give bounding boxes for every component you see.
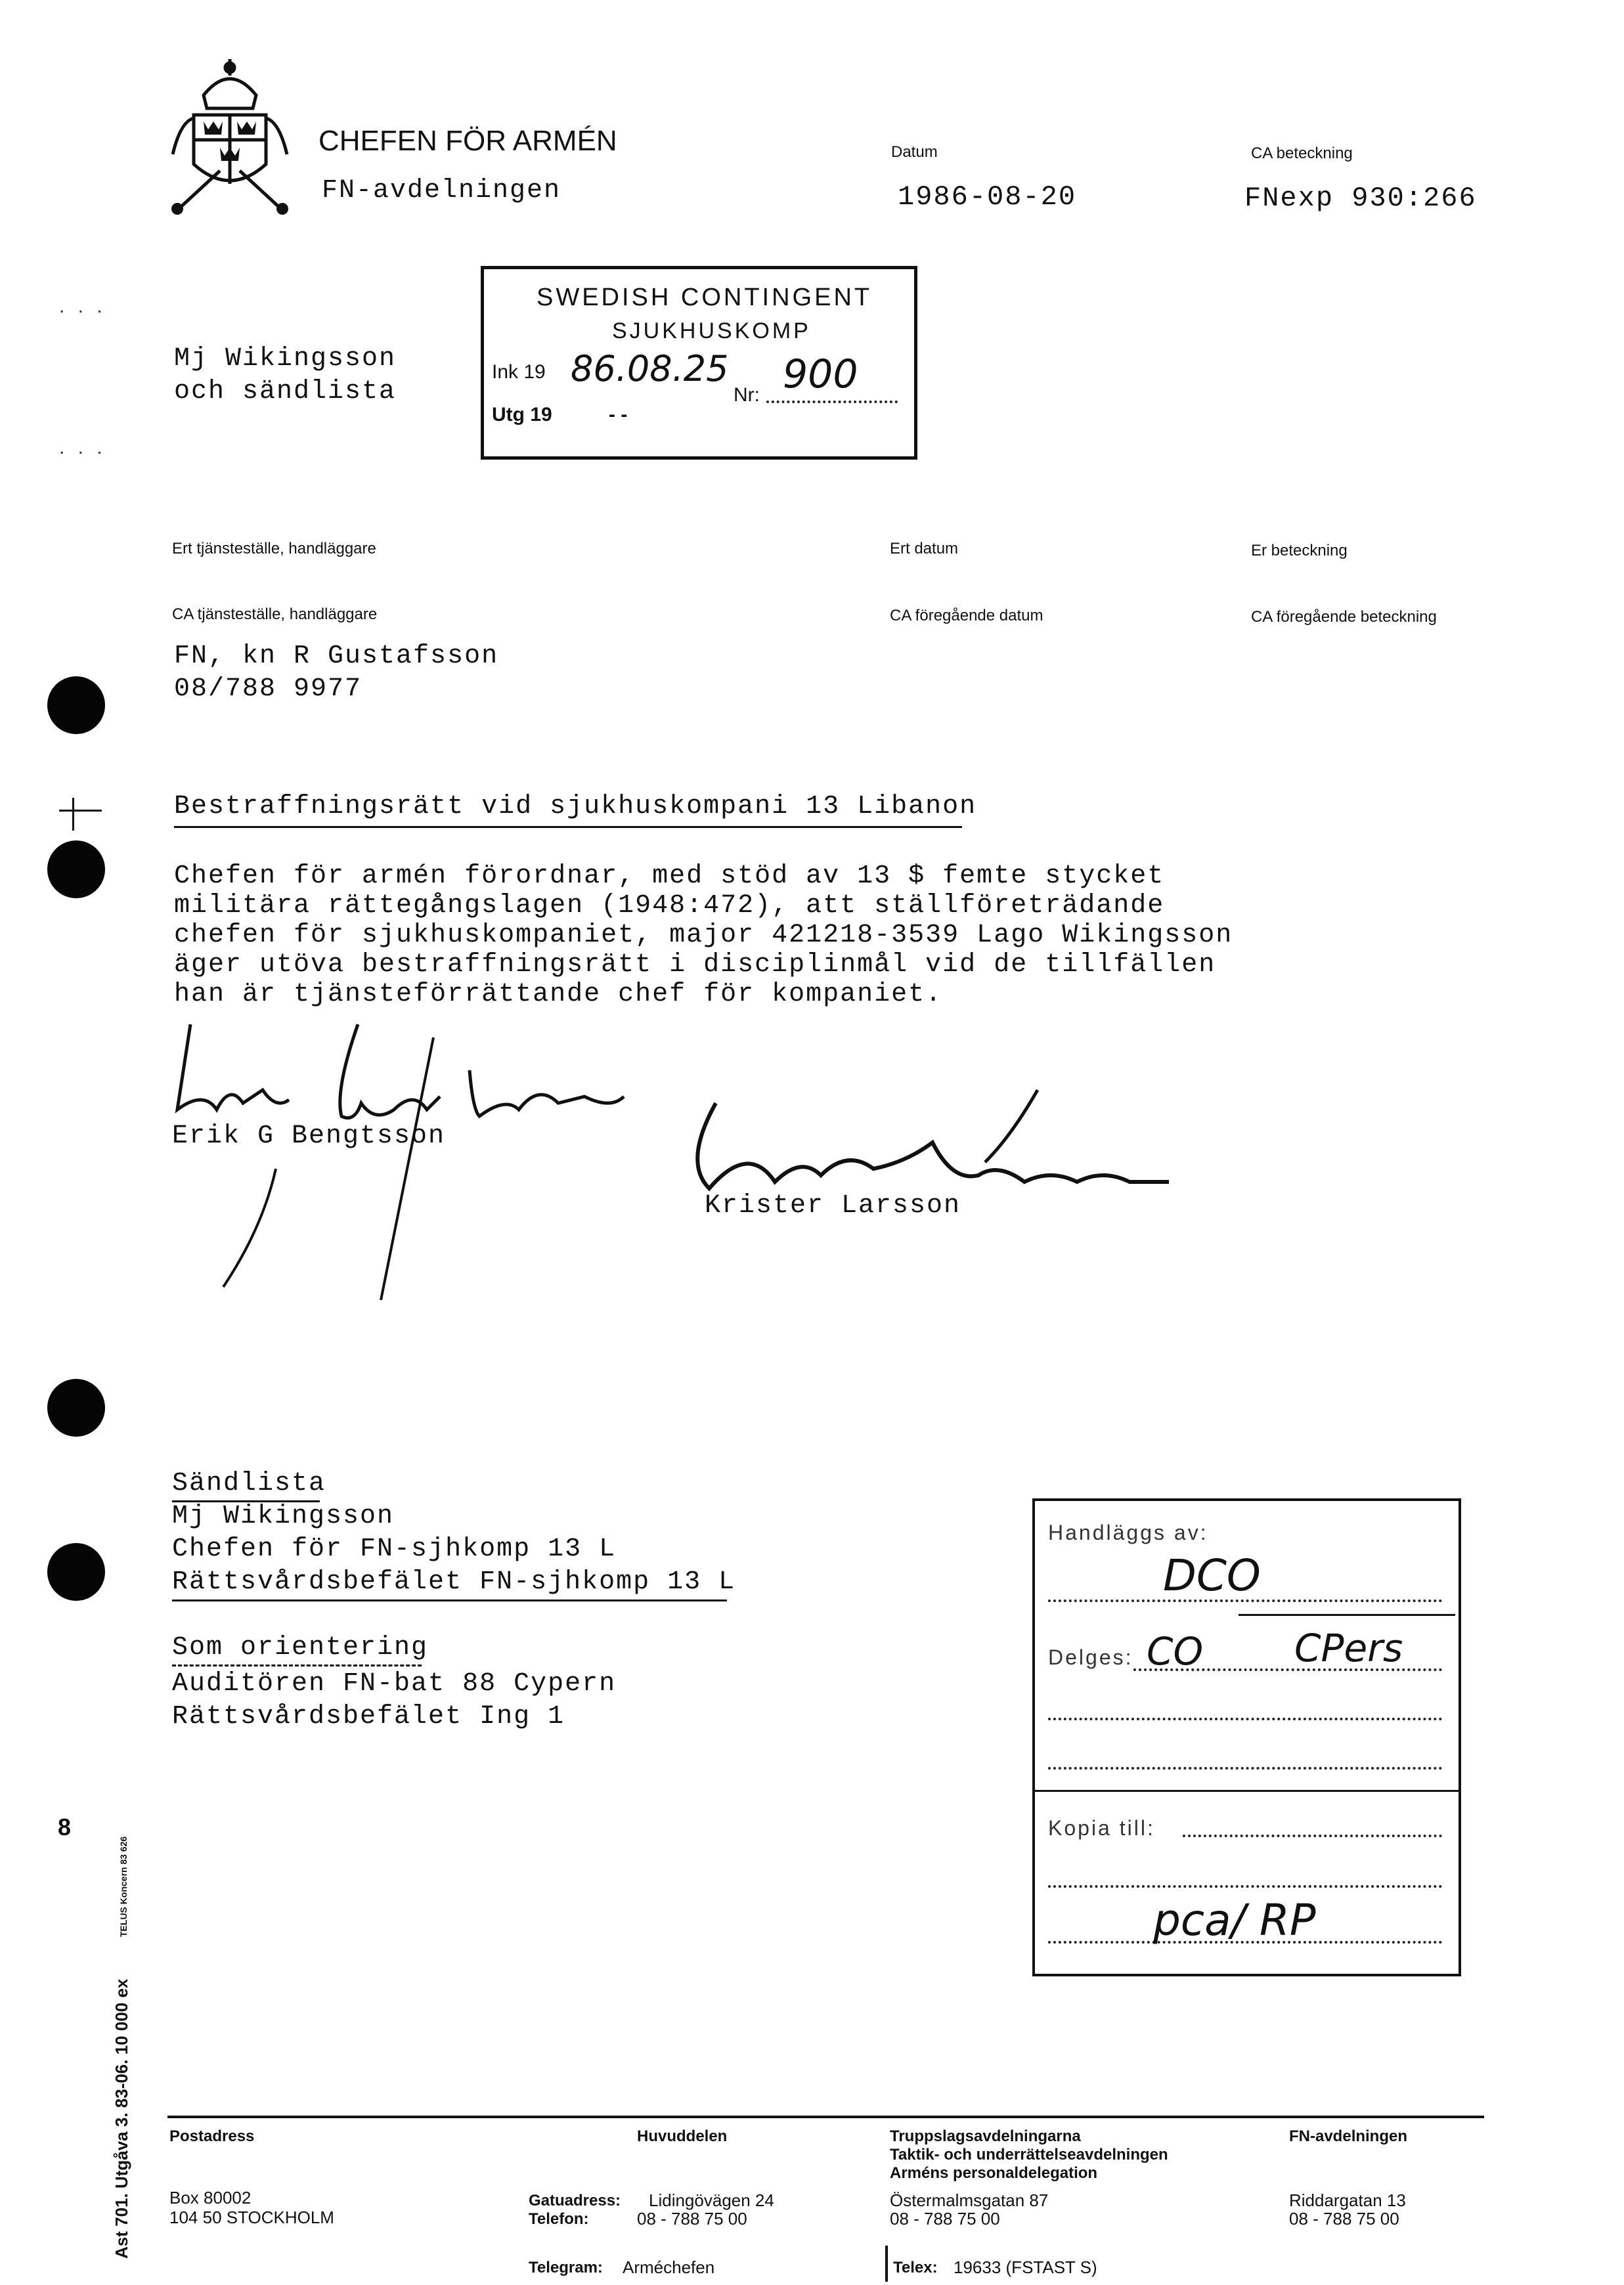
margin-dots-bottom: . . .	[59, 437, 106, 458]
distribution-list-underline	[172, 1600, 727, 1601]
handler-name: FN, kn R Gustafsson	[174, 642, 499, 671]
your-office-label: Ert tjänsteställe, handläggare	[172, 540, 376, 557]
recipient-line-2: och sändlista	[174, 377, 397, 406]
distribution-item-2: Chefen för FN-sjhkomp 13 L	[172, 1534, 617, 1564]
distribution-item-1: Mj Wikingsson	[172, 1502, 395, 1531]
printer-code: TELUS Koncern 83 626	[118, 1836, 129, 1937]
stamp-ink-label: Ink 19	[492, 361, 546, 383]
subject-underline	[174, 826, 962, 828]
distribution-heading: Sändlista	[172, 1469, 326, 1498]
handled-by-label: Handläggs av:	[1048, 1521, 1208, 1544]
troop-phone: 08 - 788 75 00	[890, 2209, 1000, 2229]
postal-label: Postadress	[169, 2127, 255, 2145]
punch-hole-2	[47, 840, 105, 898]
stamp-nr-label: Nr:	[734, 384, 760, 406]
postal-box: Box 80002	[169, 2188, 252, 2208]
your-reference-label: Er beteckning	[1251, 542, 1348, 559]
body-line-2: militära rättegångslagen (1948:472), att ställföreträdande	[174, 891, 1165, 921]
stamp-utg-value: - -	[609, 404, 628, 425]
info-item-1: Auditören FN-bat 88 Cypern	[172, 1669, 617, 1699]
ca-previous-reference-label: CA föregående beteckning	[1251, 608, 1437, 626]
stamp-nr-line	[766, 401, 898, 403]
troop-street: Östermalmsgatan 87	[890, 2190, 1049, 2210]
signature-erik-bengtsson	[164, 1011, 676, 1300]
telex-mark	[885, 2246, 888, 2282]
tactics-division-label: Taktik- och underrättelseavdelningen	[890, 2146, 1168, 2164]
troop-divisions-label: Truppslagsavdelningarna	[890, 2127, 1081, 2145]
info-item-2: Rättsvårdsbefälet Ing 1	[172, 1702, 565, 1731]
street-label: Gatuadress:	[529, 2192, 621, 2209]
delges-value-2: CPers	[1294, 1626, 1403, 1670]
stamp-utg-label: Utg 19	[492, 404, 552, 425]
receipt-stamp	[481, 266, 917, 460]
body-line-5: han är tjänsteförrättande chef för kompaniet.	[174, 980, 943, 1009]
delges-line-2	[1048, 1718, 1442, 1720]
stamp-unit-text: SJUKHUSKOMP	[612, 318, 811, 343]
info-heading: Som orientering	[172, 1633, 429, 1663]
recipient-line-1: Mj Wikingsson	[174, 344, 397, 374]
organization-name: CHEFEN FÖR ARMÉN	[318, 125, 617, 157]
ca-previous-date-label: CA föregående datum	[890, 607, 1043, 624]
telex-value: 19633 (FSTAST S)	[954, 2257, 1097, 2277]
kopia-label: Kopia till:	[1048, 1816, 1155, 1840]
signer-2-name: Krister Larsson	[705, 1191, 961, 1221]
date-label: Datum	[891, 143, 938, 161]
reference-number: FNexp 930:266	[1244, 183, 1477, 214]
phone-label: Telefon:	[529, 2210, 589, 2228]
kopia-line-2	[1048, 1885, 1442, 1888]
stamp-nr-value: 900	[783, 351, 858, 397]
delges-value-1: CO	[1147, 1629, 1204, 1674]
telex-label: Telex:	[893, 2259, 938, 2276]
footer-rule	[167, 2116, 1484, 2118]
initials: pca/ RP	[1153, 1895, 1316, 1946]
delges-rule	[1035, 1790, 1459, 1792]
fn-street: Riddargatan 13	[1289, 2190, 1406, 2210]
body-line-1: Chefen för armén förordnar, med stöd av 13 $ femte stycket	[174, 861, 1165, 891]
punch-hole-1	[47, 676, 105, 734]
fold-mark	[59, 810, 102, 812]
document-date: 1986-08-20	[898, 181, 1077, 213]
personnel-delegation-label: Arméns personaldelegation	[890, 2164, 1098, 2182]
kopia-line-1	[1183, 1835, 1442, 1837]
fold-mark-vertical	[72, 798, 74, 831]
body-line-3: chefen för sjukhuskompaniet, major 421218-3539 Lago Wikingsson	[174, 921, 1233, 950]
body-line-4: äger utöva bestraffningsrätt i disciplinmål vid de tillfällen	[174, 950, 1216, 980]
fn-division-label: FN-avdelningen	[1289, 2127, 1408, 2145]
street-value: Lidingövägen 24	[649, 2190, 774, 2210]
delges-line-1	[1133, 1668, 1442, 1671]
signer-1-name: Erik G Bengtsson	[172, 1121, 446, 1151]
telegram-label: Telegram:	[529, 2259, 603, 2276]
ca-office-label: CA tjänsteställe, handläggare	[172, 605, 378, 623]
page-number: 8	[58, 1814, 72, 1840]
handling-stamp	[1032, 1498, 1461, 1976]
distribution-item-3: Rättsvårdsbefälet FN-sjhkomp 13 L	[172, 1567, 736, 1597]
handled-rule	[1239, 1614, 1455, 1616]
punch-hole-4	[47, 1543, 105, 1601]
postal-city: 104 50 STOCKHOLM	[169, 2208, 334, 2227]
info-heading-underline	[172, 1665, 422, 1666]
delges-line-3	[1048, 1767, 1442, 1770]
main-division-label: Huvuddelen	[637, 2127, 728, 2145]
phone-value: 08 - 788 75 00	[637, 2209, 747, 2229]
handler-phone: 08/788 9977	[174, 674, 362, 704]
reference-label: CA beteckning	[1251, 144, 1353, 162]
your-date-label: Ert datum	[890, 540, 959, 557]
subject-line: Bestraffningsrätt vid sjukhuskompani 13 Libanon	[174, 792, 977, 821]
form-code: Ast 701. Utgåva 3. 83-06. 10 000 ex	[112, 1978, 131, 2259]
unit-name: FN-avdelningen	[322, 176, 561, 206]
margin-dots-top: . . .	[59, 295, 106, 317]
stamp-contingent-text: SWEDISH CONTINGENT	[537, 284, 873, 311]
telegram-value: Arméchefen	[623, 2257, 715, 2277]
stamp-ink-date: 86.08.25	[571, 348, 729, 389]
handled-by-value: DCO	[1163, 1550, 1261, 1601]
handled-line-1	[1048, 1600, 1442, 1602]
fn-phone: 08 - 788 75 00	[1289, 2209, 1399, 2229]
punch-hole-3	[47, 1379, 105, 1437]
swedish-emblem-icon	[167, 56, 292, 217]
delges-label: Delges:	[1048, 1645, 1133, 1669]
